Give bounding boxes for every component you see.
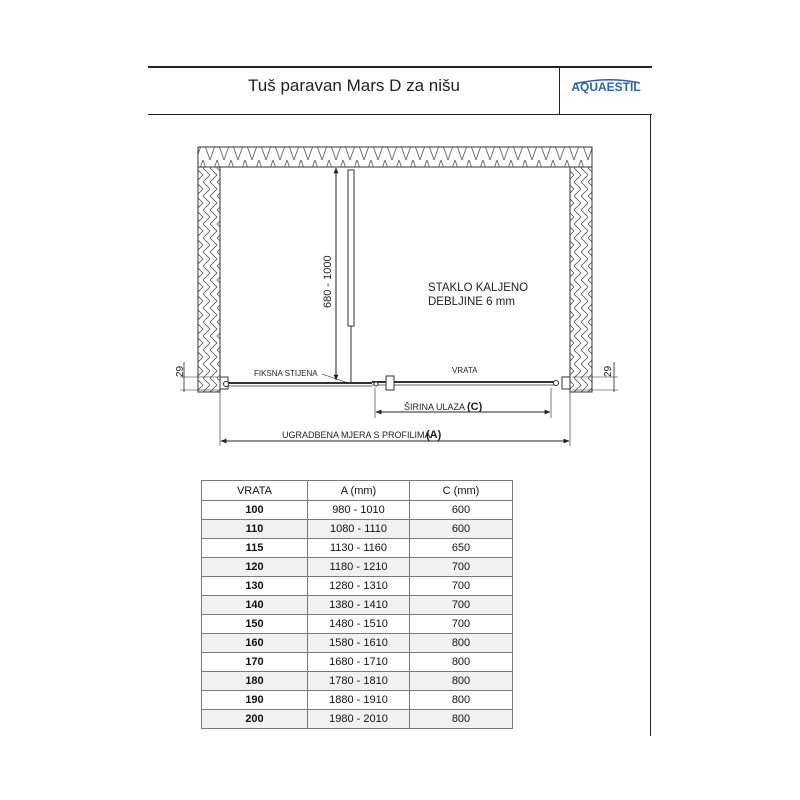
cell-a: 1580 - 1610 bbox=[308, 634, 410, 653]
cell-a: 1980 - 2010 bbox=[308, 710, 410, 729]
cell-a: 1130 - 1160 bbox=[308, 539, 410, 558]
install-width-label: UGRADBENA MJERA S PROFILIMA bbox=[282, 430, 431, 440]
cell-c: 800 bbox=[410, 691, 513, 710]
cell-a: 1080 - 1110 bbox=[308, 520, 410, 539]
wall-left bbox=[198, 167, 220, 392]
cell-c: 700 bbox=[410, 615, 513, 634]
cell-vrata: 170 bbox=[202, 653, 308, 672]
cell-vrata: 190 bbox=[202, 691, 308, 710]
cell-a: 1480 - 1510 bbox=[308, 615, 410, 634]
column-header-a: A (mm) bbox=[308, 481, 410, 501]
glass-panels bbox=[224, 376, 559, 390]
left-offset-label: 29 bbox=[175, 365, 186, 377]
install-width-symbol: (A) bbox=[426, 429, 442, 441]
cell-c: 800 bbox=[410, 653, 513, 672]
right-offset-label: 29 bbox=[603, 365, 614, 377]
table-row bbox=[202, 539, 513, 558]
cell-vrata: 100 bbox=[202, 501, 308, 520]
right-wall-profile bbox=[562, 377, 570, 389]
cell-a: 1380 - 1410 bbox=[308, 596, 410, 615]
glass-label-line1: STAKLO KALJENO bbox=[428, 282, 529, 294]
cell-vrata: 140 bbox=[202, 596, 308, 615]
size-table bbox=[201, 480, 513, 729]
table-row bbox=[202, 691, 513, 710]
cell-c: 600 bbox=[410, 501, 513, 520]
cell-c: 800 bbox=[410, 634, 513, 653]
cell-a: 1280 - 1310 bbox=[308, 577, 410, 596]
height-label: 680 - 1000 bbox=[322, 255, 334, 308]
table-row bbox=[202, 634, 513, 653]
table-row bbox=[202, 596, 513, 615]
cell-c: 800 bbox=[410, 672, 513, 691]
cell-c: 600 bbox=[410, 520, 513, 539]
table-row bbox=[202, 672, 513, 691]
column-header-c: C (mm) bbox=[410, 481, 513, 501]
table-row bbox=[202, 615, 513, 634]
table-row bbox=[202, 653, 513, 672]
brand-logo: AQUAESTIL bbox=[571, 80, 641, 94]
table-row bbox=[202, 710, 513, 729]
table-row bbox=[202, 577, 513, 596]
cell-c: 700 bbox=[410, 596, 513, 615]
cell-vrata: 110 bbox=[202, 520, 308, 539]
table-row bbox=[202, 558, 513, 577]
cell-c: 700 bbox=[410, 558, 513, 577]
page-title: Tuš paravan Mars D za nišu bbox=[248, 76, 460, 95]
table-header-row bbox=[202, 481, 513, 501]
entry-width-symbol: (C) bbox=[467, 401, 483, 413]
cell-a: 1780 - 1810 bbox=[308, 672, 410, 691]
cell-vrata: 200 bbox=[202, 710, 308, 729]
cell-a: 1880 - 1910 bbox=[308, 691, 410, 710]
cell-vrata: 150 bbox=[202, 615, 308, 634]
cell-c: 800 bbox=[410, 710, 513, 729]
cell-c: 700 bbox=[410, 577, 513, 596]
cell-vrata: 115 bbox=[202, 539, 308, 558]
cell-vrata: 180 bbox=[202, 672, 308, 691]
cell-a: 980 - 1010 bbox=[308, 501, 410, 520]
cell-vrata: 160 bbox=[202, 634, 308, 653]
cell-vrata: 120 bbox=[202, 558, 308, 577]
cell-a: 1680 - 1710 bbox=[308, 653, 410, 672]
glass-label-line2: DEBLJINE 6 mm bbox=[428, 296, 515, 308]
table-row bbox=[202, 520, 513, 539]
door-label: VRATA bbox=[452, 366, 478, 375]
column-header-vrata: VRATA bbox=[202, 481, 308, 501]
fixed-panel-label: FIKSNA STIJENA bbox=[254, 369, 318, 378]
cell-vrata: 130 bbox=[202, 577, 308, 596]
cell-a: 1180 - 1210 bbox=[308, 558, 410, 577]
table-row bbox=[202, 501, 513, 520]
wall-right bbox=[570, 167, 592, 392]
cell-c: 650 bbox=[410, 539, 513, 558]
entry-width-label: ŠIRINA ULAZA bbox=[404, 402, 466, 412]
fixed-panel-profile bbox=[348, 170, 354, 384]
wall-top bbox=[198, 147, 592, 167]
